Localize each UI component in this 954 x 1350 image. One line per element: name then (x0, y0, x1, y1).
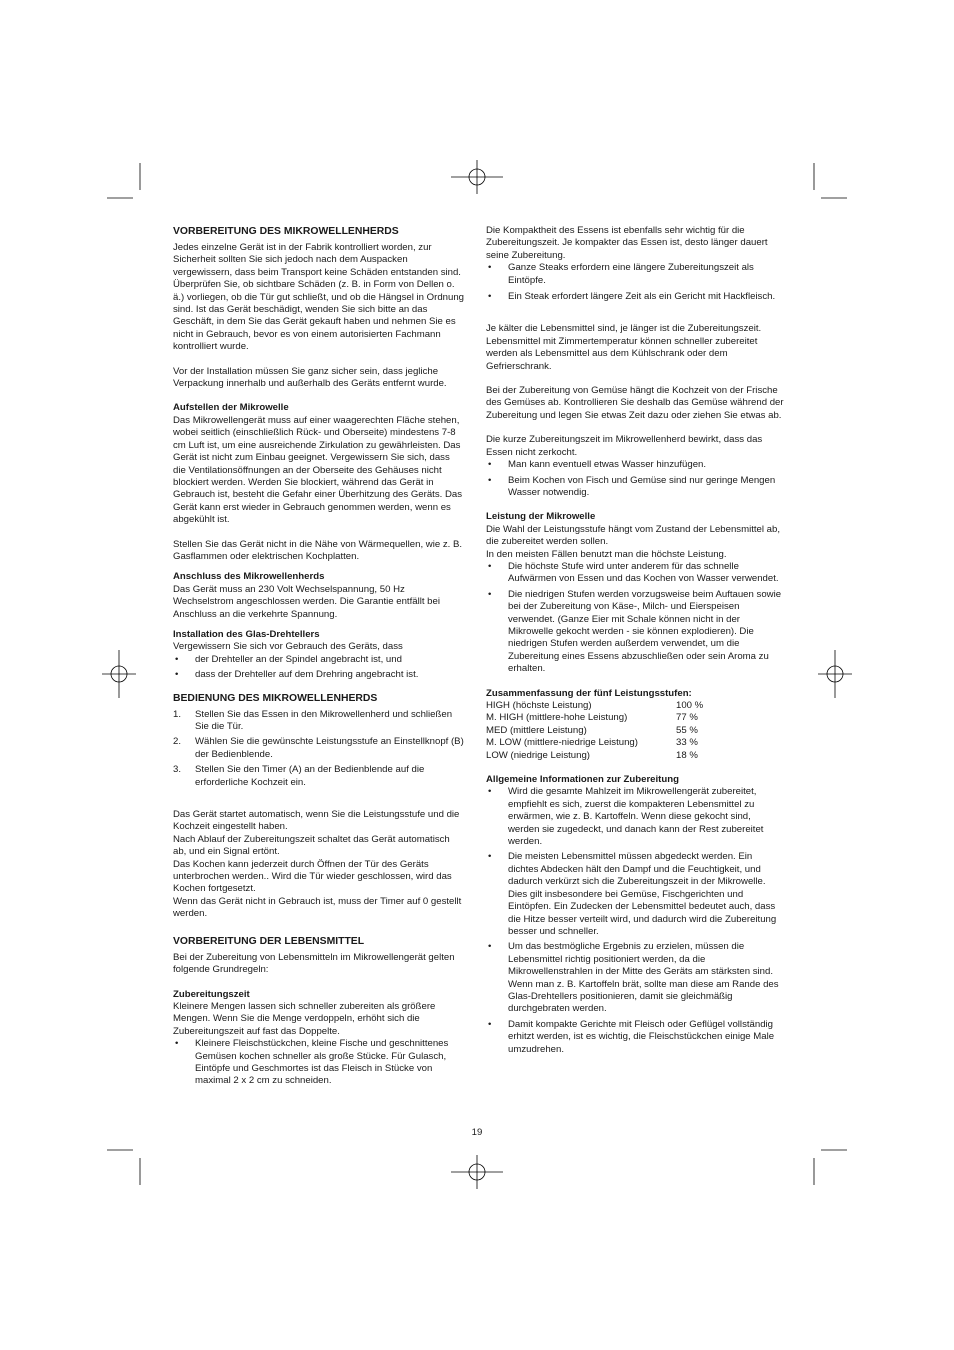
paragraph: Je kälter die Lebensmittel sind, je länger ist die Zubereitungszeit. Lebensmittel mit Zimmertemperatur können schneller zubereitet werden als Lebensmittel aus dem Kühlschrank oder dem Gefrierschrank. (486, 323, 762, 372)
table-cell-value: 100 % (676, 700, 704, 711)
bullet-list (486, 459, 784, 499)
table-cell-label: LOW (niedrige Leistung) (486, 749, 590, 761)
list-item: • dass der Drehteller auf dem Drehring angebracht ist. (173, 669, 465, 681)
subheading-zubereitungszeit: Zubereitungszeit (173, 988, 250, 1000)
bullet-list (173, 1038, 465, 1088)
list-text: Stellen Sie den Timer (A) an der Bedienblende auf die erforderliche Kochzeit ein. (195, 764, 425, 788)
table-cell-value: 33 % (676, 737, 698, 749)
numbered-list (173, 709, 465, 789)
paragraph: Bei der Zubereitung von Lebensmitteln im Mikrowellengerät gelten folgende Grundregeln: (173, 951, 455, 976)
right-column (486, 225, 784, 1056)
list-item: • Kleinere Fleischstückchen, kleine Fische und geschnittenes Gemüsen kochen schneller als große Stücke. Für Gulasch, Eintöpfe und Geschmortes ist das Fleisch in Stücke von maximal 2 x 2 cm zu schneiden. (173, 1038, 465, 1088)
paragraph: Jedes einzelne Gerät ist in der Fabrik kontrolliert worden, zur Sicherheit sollten Sie sich jedoch nach dem Auspacken vergewissern, dass beim Transport keine Schäden entstanden sind. Überprüfen Sie, ob sichtbare Schäden (z. B. in Form von Dellen o. ä.) vorliegen, ob die Tür gut schließt, und ob die Hängsel in Ordnung sind. Ist das Gerät beschädigt, wenden Sie sich bitte an das Geschäft, in dem Sie das Gerät gekauft haben und nehmen Sie es nicht in Gebrauch, bevor es von einem autorisierten Fachmann kontrolliert wurde. (173, 242, 465, 353)
subheading-anschluss: Anschluss des Mikrowellenherds (173, 571, 325, 583)
list-item (173, 736, 465, 761)
table-cell-value: 77 % (676, 712, 698, 724)
list-item (173, 709, 465, 734)
table-row (486, 725, 703, 737)
paragraph: Wenn das Gerät nicht in Gebrauch ist, muss der Timer auf 0 gestellt werden. (173, 895, 462, 920)
table-cell-label: HIGH (höchste Leistung) (486, 700, 592, 711)
page-number: 19 (471, 1127, 483, 1138)
section-title-bedienung: BEDIENUNG DES MIKROWELLENHERDS (173, 692, 378, 704)
table-cell-label: M. LOW (mittlere-niedrige Leistung) (486, 737, 638, 749)
bullet-list (486, 561, 784, 676)
registration-mark-top (451, 160, 503, 194)
table-row (486, 712, 703, 724)
list-text: Wählen Sie die gewünschte Leistungsstufe an Einstellknopf (B) der Bedienblende. (195, 736, 464, 760)
subheading-leistungsstufen: Zusammenfassung der fünf Leistungsstufen: (486, 687, 692, 699)
subheading-allgemeine-informationen: Allgemeine Informationen zur Zubereitung (486, 774, 679, 786)
list-item: • Man kann eventuell etwas Wasser hinzufügen. (486, 459, 784, 471)
paragraph: Das Gerät startet automatisch, wenn Sie die Leistungsstufe und die Kochzeit eingestellt haben. (173, 809, 460, 833)
list-number: 3. (173, 764, 182, 776)
table-cell-label: M. HIGH (mittlere-hohe Leistung) (486, 712, 628, 724)
list-item: • Die meisten Lebensmittel müssen abgedeckt werden. Ein dichtes Abdecken hält den Dampf und die Feuchtigkeit, und dadurch verkürzt sich die Zubereitungszeit in der Mikrowelle. Dies gilt insbesondere bei Gemüse, Fischgerichten und Eintöpfen. Ein Zudecken der Lebensmittel bedeutet auch, dass die Hitze besser verteilt wird, und dadurch wird die Zubereitung besser und schneller. (486, 851, 784, 938)
table-row (486, 700, 703, 712)
list-item: • Ganze Steaks erfordern eine längere Zubereitungszeit als Eintöpfe. (486, 262, 784, 287)
list-number: 2. (173, 736, 182, 748)
paragraph: Die Kompaktheit des Essens ist ebenfalls sehr wichtig für die Zubereitungszeit. Je kompakter das Essen ist, desto länger dauert seine Zubereitung. (486, 225, 768, 261)
list-item: • Die niedrigen Stufen werden vorzugsweise beim Auftauen sowie bei der Zubereitung von Käse-, Milch- und Eierspeisen verwendet. (Ganze Eier mit Schale können nicht in der Mikrowelle gekocht werden - sie können explodieren). Die niedrigen Stufen werden außerdem verwendet, um die Zubereitung eines Essens abzuschließen oder sein Aroma zu erhalten. (486, 589, 784, 676)
paragraph: Die kurze Zubereitungszeit im Mikrowellenherd bewirkt, dass das Essen nicht zerkocht. (486, 434, 763, 458)
bullet-list (173, 654, 465, 682)
paragraph: Die Wahl der Leistungsstufe hängt vom Zustand der Lebensmittel ab, die zubereitet werden sollen. (486, 523, 781, 548)
table-row (486, 737, 703, 749)
registration-mark-bottom (451, 1155, 503, 1189)
section-title-lebensmittel: VORBEREITUNG DER LEBENSMITTEL (173, 935, 365, 947)
list-item: • Beim Kochen von Fisch und Gemüse sind nur geringe Mengen Wasser notwendig. (486, 475, 784, 500)
subheading-aufstellen: Aufstellen der Mikrowelle (173, 402, 289, 414)
paragraph: Das Gerät muss an 230 Volt Wechselspannung, 50 Hz Wechselstrom angeschlossen werden. Die Garantie entfällt bei Anschluss an die verkehrte Spannung. (173, 583, 440, 620)
registration-mark-right (818, 650, 852, 698)
left-column (173, 225, 465, 1088)
list-number: 1. (173, 708, 182, 720)
bullet-list (486, 786, 784, 1056)
table-cell-value: 55 % (676, 724, 698, 736)
paragraph: Nach Ablauf der Zubereitungszeit schaltet das Gerät automatisch ab, und ein Signal ertönt. (173, 833, 450, 858)
list-text: Stellen Sie das Essen in den Mikrowellenherd und schließen Sie die Tür. (195, 708, 453, 732)
list-item: • Um das bestmögliche Ergebnis zu erzielen, müssen die Lebensmittel richtig positioniert werden, da die Mikrowellenstrahlen in der Mitte des Geräts am stärksten sind. Wenn man z. B. Kartoffeln brät, sollte man diese am Rande des Glas-Drehtellers positionieren, damit sie gleichmäßig durchgebraten werden. (486, 941, 784, 1015)
registration-mark-left (102, 650, 136, 698)
list-item: • der Drehteller an der Spindel angebracht ist, und (173, 654, 465, 666)
bullet-list (486, 262, 784, 303)
subheading-glas-drehteller: Installation des Glas-Drehtellers (173, 628, 320, 640)
section-title-vorbereitung-mikrowellenherd: VORBEREITUNG DES MIKROWELLENHERDS (173, 226, 399, 237)
list-item: • Wird die gesamte Mahlzeit im Mikrowellengerät zubereitet, empfiehlt es sich, zuerst die kompakteren Lebensmittel zu erwärmen, wie z. B. Kartoffeln. Wenn diese gekocht sind, werden sie zugedeckt, und danach kann der Rest zubereitet werden. (486, 786, 784, 848)
list-item: • Ein Steak erfordert längere Zeit als ein Gericht mit Hackfleisch. (486, 291, 784, 303)
table-cell-label: MED (mittlere Leistung) (486, 724, 587, 736)
paragraph: Stellen Sie das Gerät nicht in die Nähe von Wärmequellen, wie z. B. Gasflammen oder elektrischen Kochplatten. (173, 538, 463, 562)
paragraph: Das Kochen kann jederzeit durch Öffnen der Tür des Geräts unterbrochen werden.. Wird die Tür wieder geschlossen, wird das Kochen fortgesetzt. (173, 858, 452, 895)
paragraph: Kleinere Mengen lassen sich schneller zubereiten als größere Mengen. Wenn Sie die Menge verdoppeln, erhöht sich die Zubereitungszeit auf fast das Doppelte. (173, 1000, 436, 1037)
subheading-leistung: Leistung der Mikrowelle (486, 511, 596, 523)
power-levels-table (486, 700, 703, 762)
paragraph: Bei der Zubereitung von Gemüse hängt die Kochzeit von der Frische des Gemüses ab. Kontrollieren Sie deshalb das Gemüse während der Zubereitung und legen Sie etwas Zeit dazu oder ziehen Sie etwas ab. (486, 385, 784, 421)
paragraph: Das Mikrowellengerät muss auf einer waagerechten Fläche stehen, wobei seitlich (einschließlich Rück- und Oberseite) mindestens 7-8 cm Luft ist, um eine ausreichende Zirkulation zu gewährleisten. Das Gerät ist nicht zum Einbau geeignet. Vergewissern Sie sich, dass die Ventilationsöffnungen an der Oberseite des Gehäuses nicht blockiert werden. Werden Sie blockiert, während das Gerät in Gebrauch ist, besteht die Gefahr einer Überhitzung des Geräts. Das Gerät kann erst wieder in Gebrauch genommen werden, wenn es abgekühlt ist. (173, 414, 463, 526)
list-item (173, 764, 465, 789)
table-cell-value: 18 % (676, 749, 698, 761)
paragraph: In den meisten Fällen benutzt man die höchste Leistung. (486, 548, 727, 560)
paragraph: Vor der Installation müssen Sie ganz sicher sein, dass jegliche Verpackung innerhalb und außerhalb des Geräts entfernt wurde. (173, 365, 447, 390)
list-item: • Die höchste Stufe wird unter anderem für das schnelle Aufwärmen von Essen und das Kochen von Wasser verwendet. (486, 561, 784, 586)
list-item: • Damit kompakte Gerichte mit Fleisch oder Geflügel vollständig erhitzt werden, ist es wichtig, die Fleischstückchen einige Male umzudrehen. (486, 1019, 784, 1056)
table-row (486, 750, 703, 762)
paragraph: Vergewissern Sie sich vor Gebrauch des Geräts, dass (173, 641, 403, 653)
